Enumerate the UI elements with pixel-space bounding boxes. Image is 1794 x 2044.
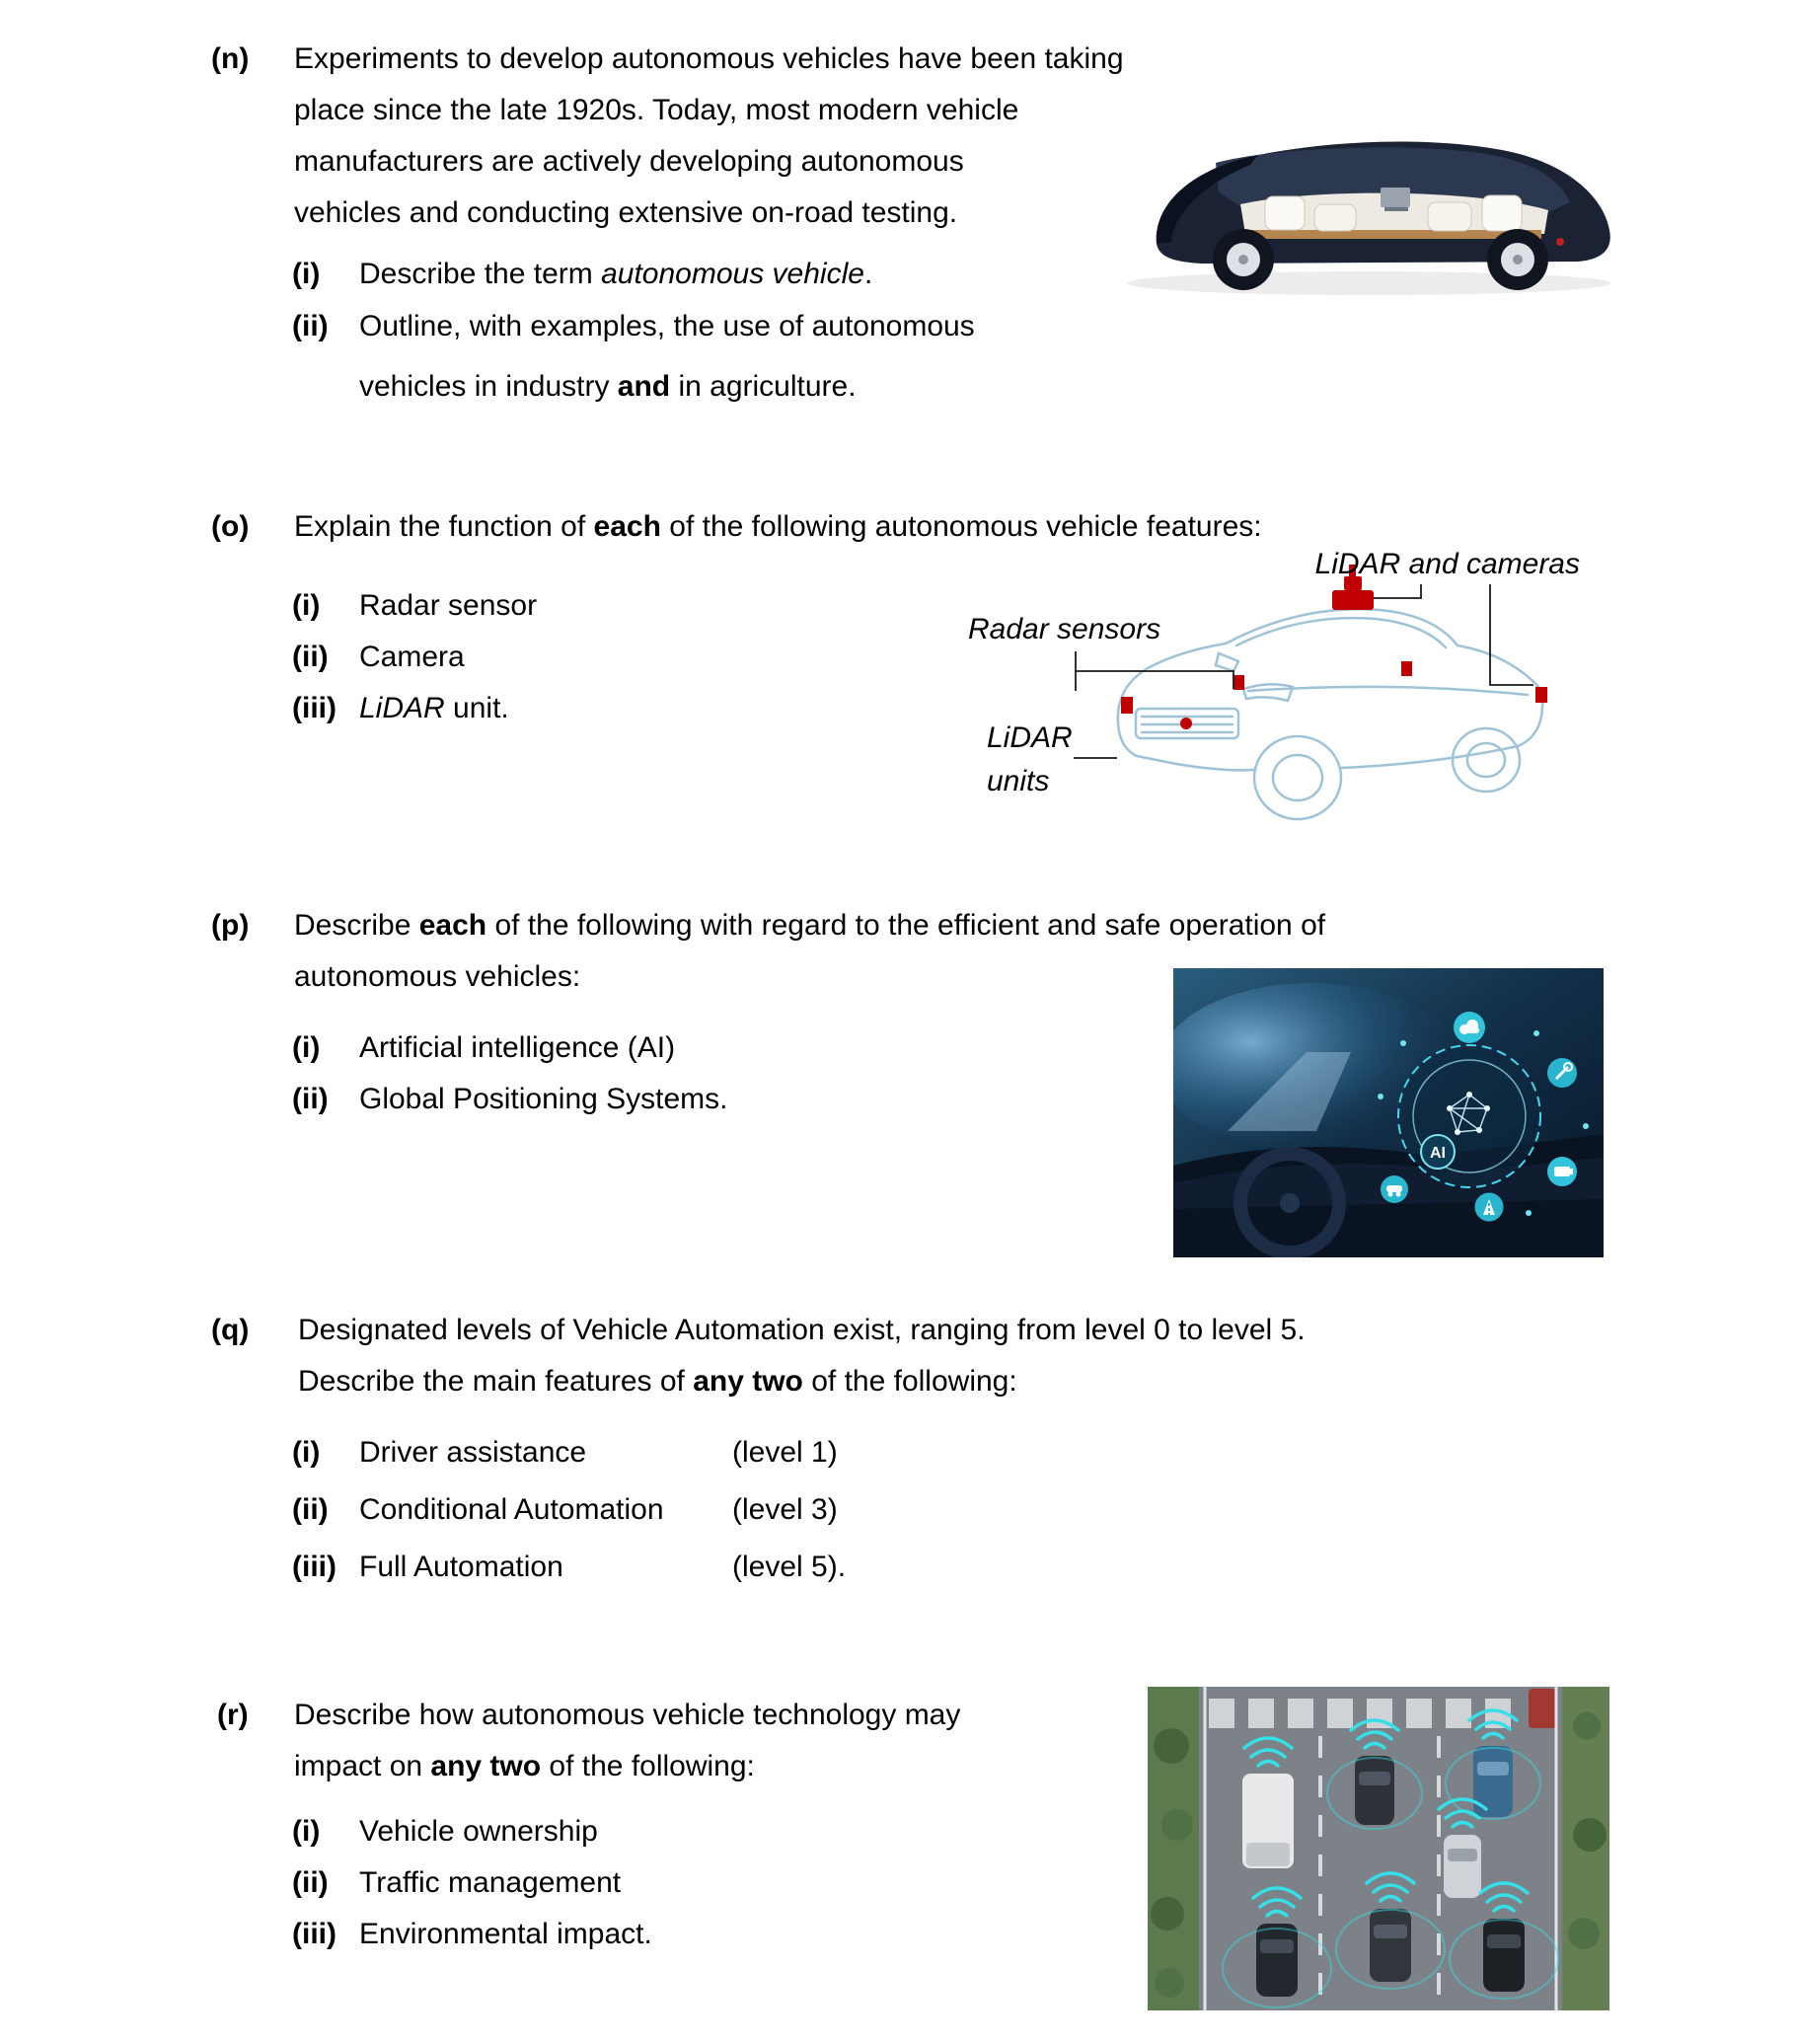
- item-n-ii-line2: [359, 361, 857, 413]
- item-r-iii: [292, 1909, 652, 1960]
- question-p-label: (p): [211, 909, 250, 942]
- item-label: (iii): [292, 692, 336, 724]
- question-n-body: [294, 34, 1124, 239]
- item-q-i: [292, 1427, 838, 1478]
- text-segment: impact on: [294, 1750, 431, 1782]
- level-number: (level 1): [732, 1436, 838, 1469]
- item-label: (ii): [292, 1493, 329, 1526]
- text-segment: of the following with regard to the efficient and safe operation of: [486, 909, 1326, 942]
- text-segment-bold: each: [593, 510, 661, 543]
- body-line: vehicles and conducting extensive on-road testing.: [294, 196, 958, 229]
- text-segment: of the following autonomous vehicle features:: [660, 510, 1262, 543]
- text-segment: unit.: [444, 692, 509, 724]
- text-segment-bold: any two: [430, 1750, 542, 1782]
- question-q-label: (q): [211, 1314, 250, 1346]
- ai-cockpit-illustration: [1173, 968, 1604, 1257]
- connected-traffic-photo: [1148, 1687, 1609, 2010]
- item-n-ii-line1: [292, 301, 975, 352]
- item-text: Global Positioning Systems.: [359, 1083, 728, 1115]
- text-segment: .: [863, 258, 873, 290]
- car: [1444, 1835, 1481, 1898]
- item-text: Radar sensor: [359, 589, 538, 622]
- question-n-label: (n): [211, 42, 250, 75]
- item-label: (i): [292, 258, 321, 290]
- text-segment-bold: each: [418, 909, 487, 942]
- item-p-ii: [292, 1074, 728, 1125]
- body-line: place since the late 1920s. Today, most modern vehicle: [294, 94, 1019, 126]
- car: [1473, 1746, 1513, 1817]
- item-label: (i): [292, 1436, 321, 1469]
- item-text: [359, 258, 872, 290]
- level-name: Conditional Automation: [359, 1493, 664, 1526]
- car: [1370, 1909, 1411, 1982]
- red-truck: [1529, 1689, 1556, 1728]
- car-outline: [1118, 609, 1543, 819]
- item-text: Camera: [359, 641, 465, 673]
- item-o-ii: [292, 632, 465, 683]
- text-segment: Describe the term: [359, 258, 602, 290]
- text-segment-italic: autonomous vehicle: [601, 258, 864, 290]
- question-r-heading-line1: Describe how autonomous vehicle technology may: [294, 1699, 961, 1731]
- question-o-label: (o): [211, 510, 250, 543]
- sensor-car-drawing: [937, 541, 1618, 867]
- question-r-heading-line2: [294, 1741, 755, 1792]
- diagram-label-lidar-units-1: LiDAR: [987, 721, 1073, 754]
- item-label: (i): [292, 1031, 321, 1064]
- diagram-label-lidar-units-2: units: [987, 765, 1050, 797]
- text-segment: Describe: [294, 909, 419, 942]
- question-q-heading-line2: [298, 1356, 1017, 1407]
- car: [1483, 1919, 1525, 1992]
- item-label: (iii): [292, 1918, 336, 1950]
- text-segment-italic: LiDAR: [359, 692, 445, 724]
- concept-car-illustration: [1102, 94, 1641, 301]
- diagram-label-lidar-cameras: LiDAR and cameras: [1314, 548, 1580, 580]
- ai-hud: [1398, 1045, 1540, 1187]
- text-segment-bold: and: [617, 370, 671, 403]
- item-text: Vehicle ownership: [359, 1815, 598, 1848]
- item-label: (i): [292, 1815, 321, 1848]
- question-q-heading-line1: Designated levels of Vehicle Automation exist, ranging from level 0 to level 5.: [298, 1314, 1306, 1346]
- body-line: Experiments to develop autonomous vehicles have been taking: [294, 42, 1124, 75]
- level-number: (level 5).: [732, 1551, 847, 1583]
- car: [1256, 1924, 1298, 1997]
- item-q-iii: [292, 1542, 846, 1593]
- question-p-heading-line2: autonomous vehicles:: [294, 960, 581, 993]
- concept-car-photo: [1102, 94, 1641, 301]
- text-segment: vehicles in industry: [359, 370, 618, 403]
- item-label: (ii): [292, 1866, 329, 1899]
- sensor-diagram: [937, 541, 1618, 867]
- item-label: (i): [292, 589, 321, 622]
- item-r-i: [292, 1806, 598, 1857]
- item-label: (iii): [292, 1551, 336, 1583]
- connected-traffic-illustration: [1148, 1687, 1609, 2010]
- ai-cockpit-photo: [1173, 968, 1604, 1257]
- ai-label: AI: [1430, 1145, 1446, 1162]
- item-r-ii: [292, 1857, 621, 1909]
- level-number: (level 3): [732, 1493, 838, 1526]
- text-segment: Describe the main features of: [298, 1365, 694, 1398]
- item-label: (ii): [292, 1083, 329, 1115]
- item-n-i: [292, 249, 872, 300]
- item-text: Traffic management: [359, 1866, 622, 1899]
- item-label: (ii): [292, 310, 329, 342]
- text-segment-bold: any two: [693, 1365, 803, 1398]
- body-line: manufacturers are actively developing autonomous: [294, 145, 964, 178]
- text-segment: in agriculture.: [670, 370, 857, 403]
- item-text: Artificial intelligence (AI): [359, 1031, 676, 1064]
- item-o-iii: [292, 683, 509, 734]
- text-segment: of the following:: [802, 1365, 1017, 1398]
- item-text: Outline, with examples, the use of autonomous: [359, 310, 975, 342]
- item-q-ii: [292, 1484, 838, 1536]
- text-segment: Explain the function of: [294, 510, 594, 543]
- item-o-i: [292, 580, 537, 632]
- diagram-label-radar-sensors: Radar sensors: [968, 613, 1161, 645]
- car: [1355, 1756, 1394, 1825]
- item-text: [359, 692, 509, 724]
- level-name: Full Automation: [359, 1551, 563, 1583]
- level-name: Driver assistance: [359, 1436, 587, 1469]
- item-p-i: [292, 1022, 675, 1074]
- text-segment: of the following:: [541, 1750, 755, 1782]
- question-p-heading-line1: [294, 900, 1325, 951]
- item-text: Environmental impact.: [359, 1918, 652, 1950]
- question-r-label: (r): [217, 1699, 249, 1731]
- item-label: (ii): [292, 641, 329, 673]
